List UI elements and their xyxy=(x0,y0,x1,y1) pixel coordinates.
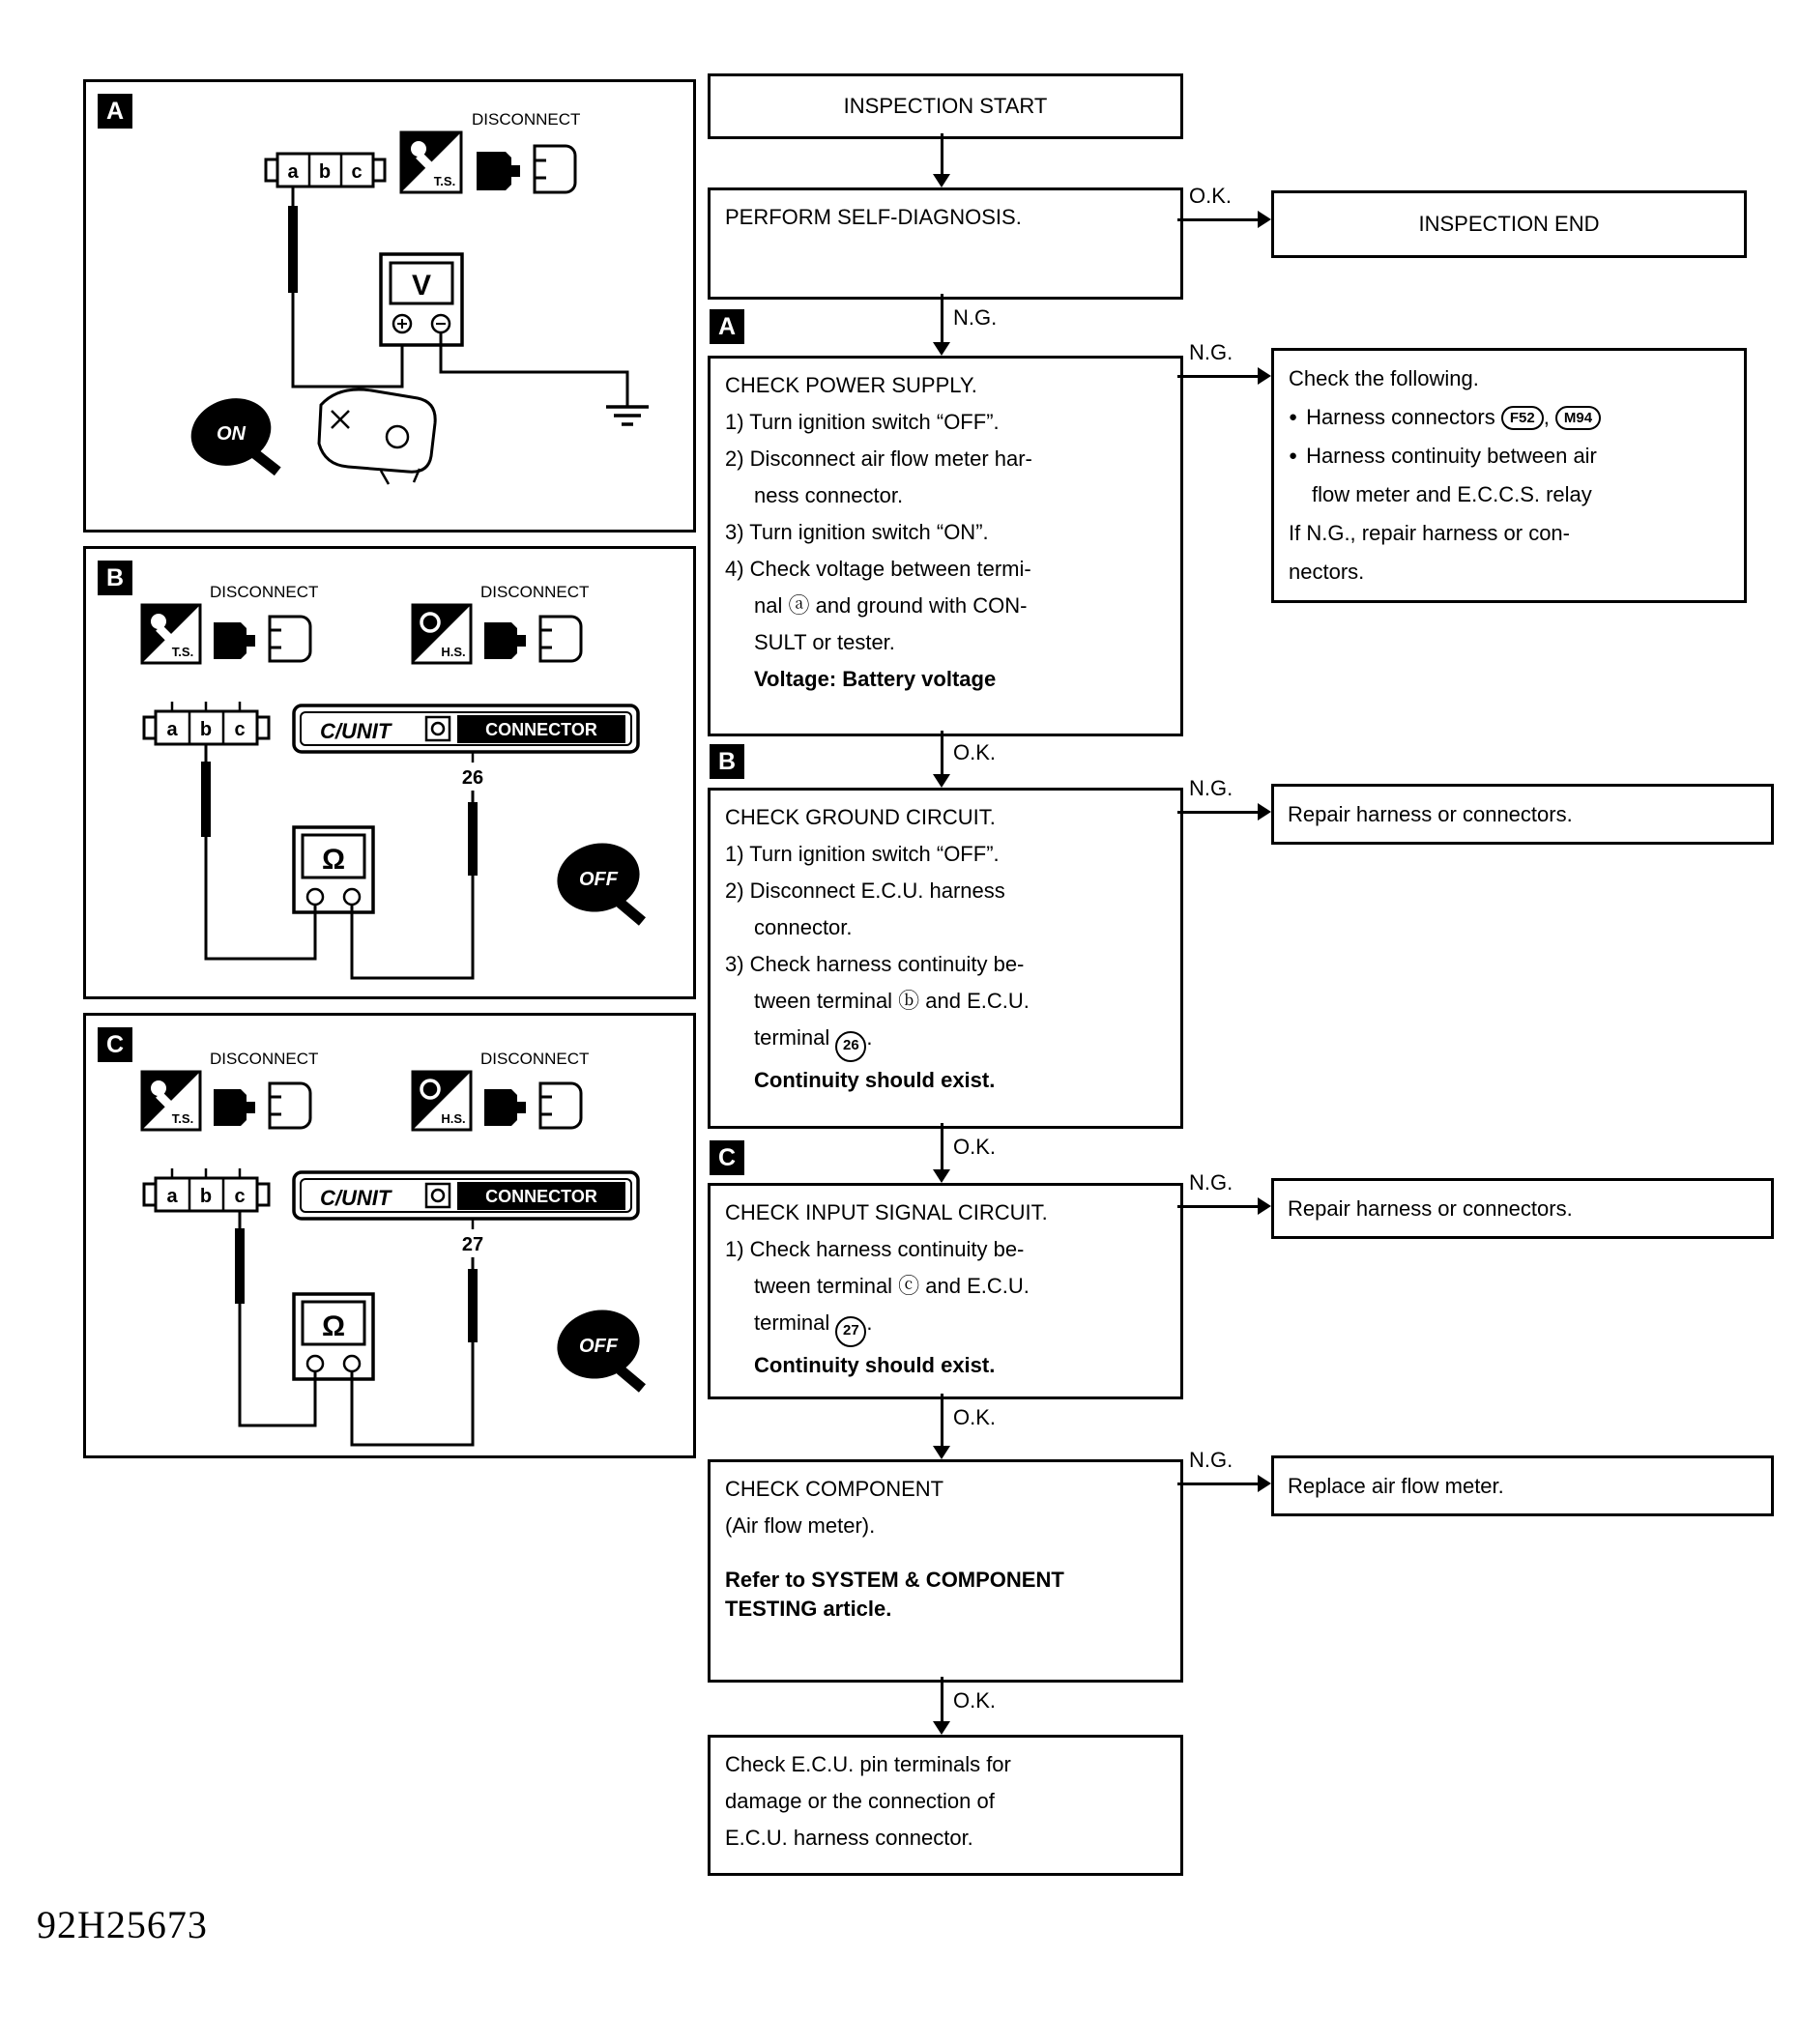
hs-tool-icon xyxy=(413,1072,471,1130)
arrow-ground-ng xyxy=(1177,811,1259,814)
arrow-input-ng xyxy=(1177,1205,1259,1208)
text-line: Check the following. xyxy=(1289,366,1479,390)
box-title: CHECK GROUND CIRCUIT. xyxy=(725,805,996,829)
panel-c-tag: C xyxy=(98,1027,132,1062)
inspection-end-box xyxy=(1271,190,1747,258)
voltmeter-symbol: V xyxy=(411,270,432,302)
panel-c-drawing xyxy=(86,1016,693,1455)
result-line: Continuity should exist. xyxy=(754,1068,996,1092)
arrow-power-ng xyxy=(1177,375,1259,378)
tool-code: T.S. xyxy=(433,174,456,188)
arrow-head xyxy=(933,174,950,187)
text-line: If N.G., repair harness or con- xyxy=(1289,521,1570,545)
check-following-box xyxy=(1271,348,1747,603)
disconnected-connector-icon xyxy=(484,1083,581,1128)
text-segment: . xyxy=(866,1025,873,1050)
disconnected-connector-icon xyxy=(477,146,575,192)
spacer xyxy=(725,1544,1166,1566)
tool-code: T.S. xyxy=(171,1111,194,1126)
disconnect-label: DISCONNECT xyxy=(472,110,581,129)
panel-b-drawing xyxy=(86,549,693,996)
arrow-ground-to-input xyxy=(941,1123,943,1170)
ignition-state-label: OFF xyxy=(579,1336,618,1357)
step-line: 3) Check harness continuity be- xyxy=(725,952,1025,976)
arrow-component-to-final xyxy=(941,1677,943,1722)
step-line: 4) Check voltage between termi- xyxy=(725,557,1031,581)
ignition-state-label: ON xyxy=(217,423,246,445)
result-line: Voltage: Battery voltage xyxy=(754,667,997,691)
ground-symbol xyxy=(606,407,649,424)
text-segment: Harness continuity between air xyxy=(1306,444,1597,468)
arrow-input-to-component xyxy=(941,1394,943,1447)
tool-code: H.S. xyxy=(441,645,466,659)
connector-code-m94: M94 xyxy=(1555,406,1601,430)
ng-label: N.G. xyxy=(1189,776,1233,800)
harness-connector-abc xyxy=(266,154,385,187)
arrow-head xyxy=(1258,211,1271,228)
tool-code: H.S. xyxy=(441,1111,466,1126)
step-line: ness connector. xyxy=(754,483,904,507)
ignition-switch-on-icon xyxy=(183,389,281,476)
repair-harness-label: Repair harness or connectors. xyxy=(1288,801,1573,826)
step-line: 2) Disconnect air flow meter har- xyxy=(725,446,1032,471)
text-segment: , xyxy=(1543,405,1555,429)
arrow-head xyxy=(933,342,950,356)
check-power-supply-box xyxy=(708,356,1183,736)
check-ground-circuit-box xyxy=(708,788,1183,1129)
arrow-head xyxy=(1258,367,1271,385)
disconnected-connector-icon xyxy=(214,617,310,661)
ignition-switch-off-icon xyxy=(550,835,647,926)
reference-line: TESTING article. xyxy=(725,1597,892,1621)
step-line: connector. xyxy=(754,915,853,939)
arrow-power-to-ground xyxy=(941,731,943,775)
terminal-a-label: a xyxy=(166,1186,178,1207)
box-content xyxy=(711,190,1180,245)
perform-self-diagnosis-box xyxy=(708,187,1183,300)
box-content xyxy=(1274,351,1744,600)
connector-label: CONNECTOR xyxy=(485,1187,597,1206)
disconnected-connector-icon xyxy=(214,1083,310,1128)
ohmmeter-symbol: Ω xyxy=(321,844,346,876)
box-title: CHECK INPUT SIGNAL CIRCUIT. xyxy=(725,1200,1048,1224)
bullet-icon: ● xyxy=(1289,447,1298,464)
flow-tag-c: C xyxy=(710,1140,744,1175)
ok-label: O.K. xyxy=(953,740,997,764)
terminal-c-label: c xyxy=(351,161,363,183)
step-line: 2) Disconnect E.C.U. harness xyxy=(725,878,1005,903)
bullet-line xyxy=(1289,398,1729,437)
hs-tool-icon xyxy=(413,605,471,663)
box-content xyxy=(711,1186,1180,1393)
repair-harness-box-1 xyxy=(1271,784,1774,845)
text-segment: terminal xyxy=(754,1025,836,1050)
bullet-icon: ● xyxy=(1289,409,1298,425)
terminal-line xyxy=(725,1020,1166,1062)
ohmmeter xyxy=(294,1294,373,1379)
panel-b-tag: B xyxy=(98,561,132,595)
ecu-connector-strip xyxy=(294,705,638,752)
ecu-terminal-badge: 26 xyxy=(835,1031,866,1062)
terminal-a-label: a xyxy=(166,719,178,740)
diagram-panel-c xyxy=(83,1013,696,1458)
ohmmeter-symbol: Ω xyxy=(321,1310,346,1342)
step-line: 3) Turn ignition switch “ON”. xyxy=(725,520,989,544)
voltmeter xyxy=(381,254,462,345)
ecu-terminal-badge: 27 xyxy=(835,1316,866,1347)
panel-a-drawing xyxy=(86,82,693,530)
air-flow-meter-sketch xyxy=(319,389,435,484)
tool-code: T.S. xyxy=(171,645,194,659)
ecu-connector-strip xyxy=(294,1172,638,1219)
flow-tag-a: A xyxy=(710,309,744,344)
ok-label: O.K. xyxy=(1189,184,1233,208)
text-segment: Harness connectors xyxy=(1306,405,1501,429)
terminal-line xyxy=(725,1305,1166,1347)
disconnect-label: DISCONNECT xyxy=(480,583,590,601)
text-segment: . xyxy=(866,1310,873,1335)
arrow-selfdiag-to-end xyxy=(1177,218,1259,221)
ignition-state-label: OFF xyxy=(579,869,618,890)
arrow-selfdiag-to-power xyxy=(941,294,943,343)
probe-wire-ground xyxy=(441,332,627,407)
terminal-c-label: c xyxy=(234,1186,246,1207)
text-line: nectors. xyxy=(1289,560,1365,584)
step-line: tween terminal ⓒ and E.C.U. xyxy=(754,1274,1030,1298)
ng-label: N.G. xyxy=(1189,1448,1233,1472)
replace-air-flow-meter-box xyxy=(1271,1455,1774,1516)
connector-code-f52: F52 xyxy=(1501,406,1544,430)
arrow-head xyxy=(1258,1197,1271,1215)
box-content xyxy=(711,1462,1180,1632)
figure-reference-code: 92H25673 xyxy=(37,1903,208,1946)
step-line: 1) Check harness continuity be- xyxy=(725,1237,1025,1261)
connector-label: CONNECTOR xyxy=(485,720,597,739)
disconnect-label: DISCONNECT xyxy=(480,1050,590,1068)
ts-tool-icon xyxy=(142,605,200,663)
text-line: Check E.C.U. pin terminals for xyxy=(725,1752,1011,1776)
arrow-start-to-selfdiag xyxy=(941,133,943,175)
text-line: flow meter and E.C.C.S. relay xyxy=(1312,482,1592,506)
check-input-signal-box xyxy=(708,1183,1183,1399)
disconnect-label: DISCONNECT xyxy=(210,583,319,601)
ng-label: N.G. xyxy=(1189,340,1233,364)
ts-tool-icon xyxy=(401,132,461,192)
disconnect-label: DISCONNECT xyxy=(210,1050,319,1068)
check-component-box xyxy=(708,1459,1183,1683)
box-content xyxy=(711,359,1180,706)
terminal-b-label: b xyxy=(318,161,332,183)
inspection-start-label: INSPECTION START xyxy=(843,94,1048,118)
cunit-label: C/UNIT xyxy=(320,719,392,743)
box-content xyxy=(711,1738,1180,1865)
arrow-head xyxy=(1258,1475,1271,1492)
ts-tool-icon xyxy=(142,1072,200,1130)
result-line: Continuity should exist. xyxy=(754,1353,996,1377)
check-ecu-pin-terminals-box xyxy=(708,1735,1183,1876)
diagram-panel-b xyxy=(83,546,696,999)
ecu-terminal-number: 27 xyxy=(461,1234,484,1255)
terminal-b-label: b xyxy=(199,1186,213,1207)
terminal-b-label: b xyxy=(199,719,213,740)
flow-tag-b: B xyxy=(710,744,744,779)
box-title: PERFORM SELF-DIAGNOSIS. xyxy=(725,205,1022,229)
box-title: CHECK COMPONENT xyxy=(725,1477,944,1501)
disconnected-connector-icon xyxy=(484,617,581,661)
inspection-end-label: INSPECTION END xyxy=(1418,212,1600,236)
arrow-head xyxy=(1258,803,1271,820)
step-line: nal ⓐ and ground with CON- xyxy=(754,593,1028,618)
ok-label: O.K. xyxy=(953,1688,997,1713)
reference-line: Refer to SYSTEM & COMPONENT xyxy=(725,1568,1064,1592)
step-line: SULT or tester. xyxy=(754,630,895,654)
harness-connector-abc xyxy=(144,702,269,744)
repair-harness-box-2 xyxy=(1271,1178,1774,1239)
text-line: (Air flow meter). xyxy=(725,1513,876,1538)
diagram-panel-a xyxy=(83,79,696,533)
inspection-start-box xyxy=(708,73,1183,139)
step-line: 1) Turn ignition switch “OFF”. xyxy=(725,410,1000,434)
arrow-head xyxy=(933,1721,950,1735)
box-title: CHECK POWER SUPPLY. xyxy=(725,373,977,397)
replace-air-flow-meter-label: Replace air flow meter. xyxy=(1288,1473,1504,1498)
arrow-head xyxy=(933,774,950,788)
text-line: E.C.U. harness connector. xyxy=(725,1826,973,1850)
terminal-c-label: c xyxy=(234,719,246,740)
text-segment: terminal xyxy=(754,1310,836,1335)
ng-label: N.G. xyxy=(1189,1170,1233,1195)
ohmmeter xyxy=(294,827,373,912)
ecu-terminal-number: 26 xyxy=(461,767,484,789)
panel-a-tag: A xyxy=(98,94,132,129)
text-line: damage or the connection of xyxy=(725,1789,995,1813)
arrow-head xyxy=(933,1446,950,1459)
ng-label: N.G. xyxy=(953,305,998,330)
ok-label: O.K. xyxy=(953,1135,997,1159)
ignition-switch-off-icon xyxy=(550,1302,647,1393)
arrow-head xyxy=(933,1169,950,1183)
harness-connector-abc xyxy=(144,1168,269,1211)
bullet-line xyxy=(1289,437,1729,475)
repair-harness-label: Repair harness or connectors. xyxy=(1288,1195,1573,1221)
terminal-a-label: a xyxy=(287,161,299,183)
step-line: 1) Turn ignition switch “OFF”. xyxy=(725,842,1000,866)
step-line: tween terminal ⓑ and E.C.U. xyxy=(754,989,1030,1013)
ok-label: O.K. xyxy=(953,1405,997,1429)
cunit-label: C/UNIT xyxy=(320,1186,392,1210)
arrow-component-ng xyxy=(1177,1483,1259,1485)
box-content xyxy=(711,791,1180,1108)
